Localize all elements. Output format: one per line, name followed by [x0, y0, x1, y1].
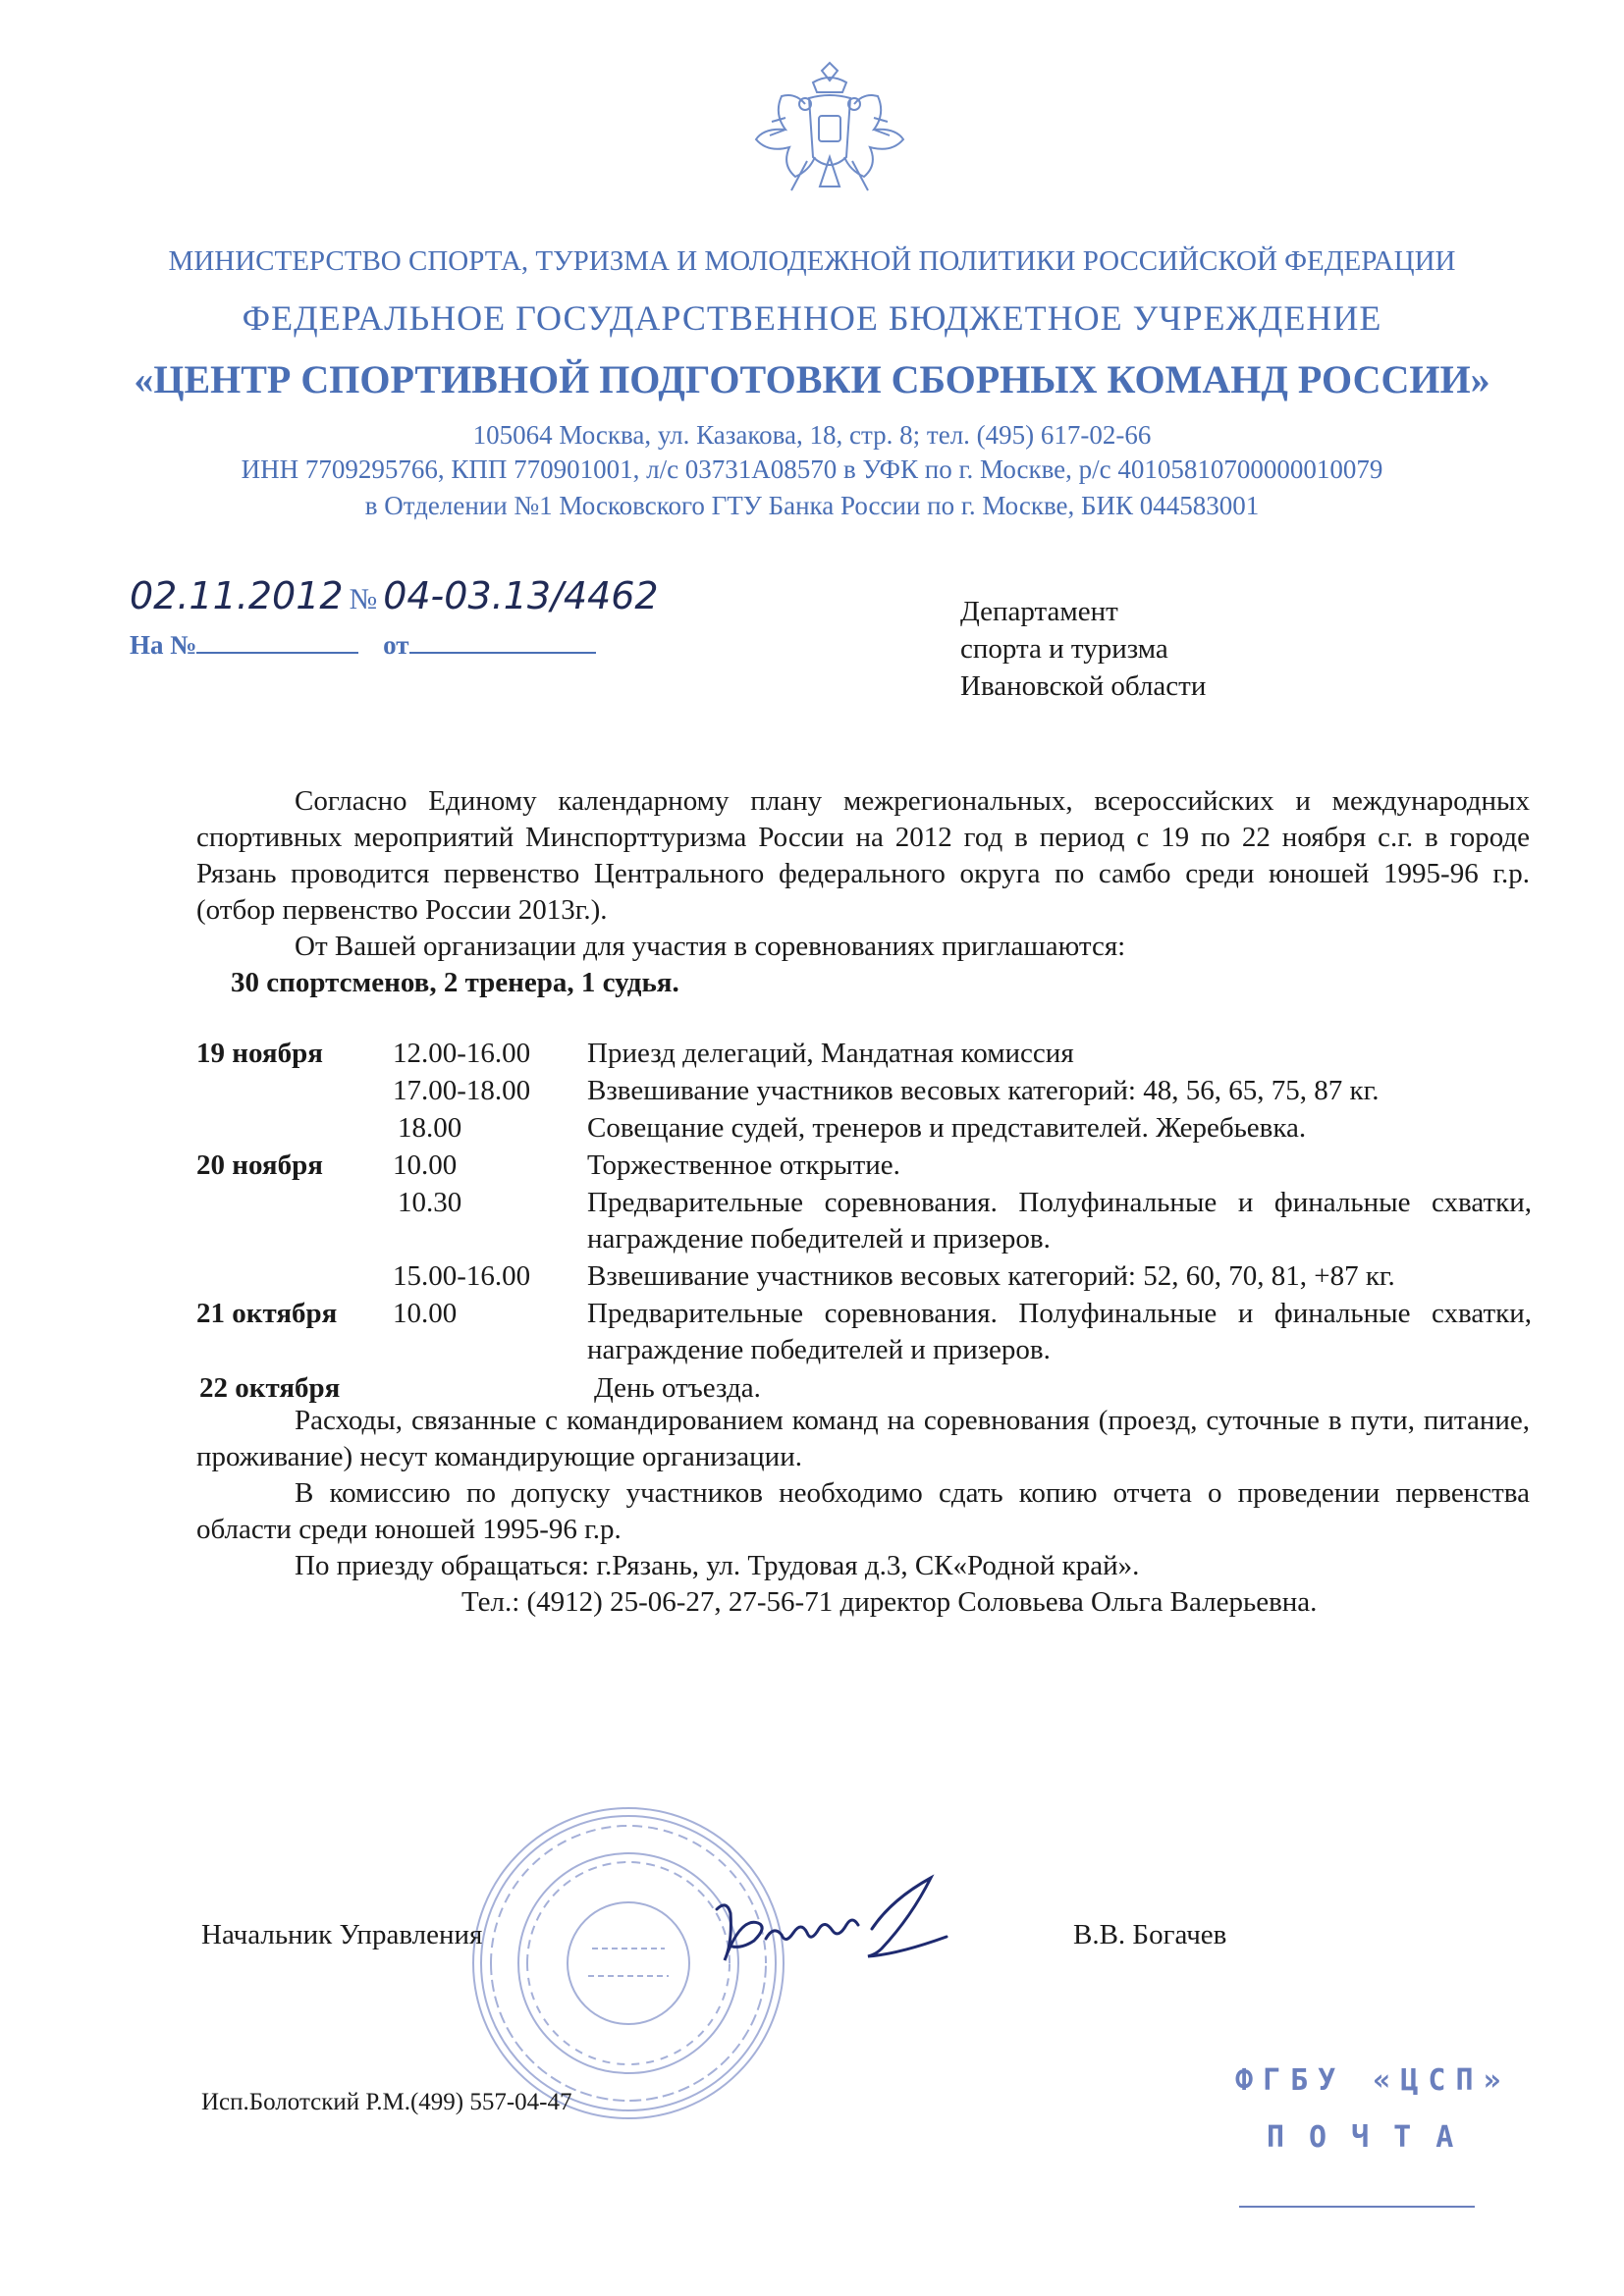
addressee-block [960, 593, 1206, 705]
schedule-time: 12.00-16.00 [393, 1038, 531, 1069]
na-blank [196, 630, 358, 654]
body-paragraph: От Вашей организации для участия в соревнованиях приглашаются: [295, 931, 1126, 962]
schedule-event: Предварительные соревнования. Полуфинальные и финальные схватки, награждение победителей и призеров. [587, 1187, 1532, 1255]
addressee-line: Ивановской области [960, 670, 1207, 702]
signature-icon [697, 1870, 962, 1978]
schedule-event: Взвешивание участников весовых категорий: 52, 60, 70, 81, +87 кг. [587, 1260, 1395, 1292]
letter-body [196, 783, 1530, 1001]
schedule-time: 10.30 [398, 1187, 462, 1218]
institution-address: 105064 Москва, ул. Казакова, 18, стр. 8; тел. (495) 617-02-66 [472, 420, 1152, 450]
letter-closing [196, 1403, 1530, 1621]
schedule-day: 19 ноября [196, 1038, 323, 1069]
schedule-event: Взвешивание участников весовых категорий: 48, 56, 65, 75, 87 кг. [587, 1075, 1380, 1106]
signer-title: Начальник Управления [201, 1919, 483, 1950]
body-paragraph: Согласно Единому календарному плану межрегиональных, всероссийских и международных спортивных мероприятий Минспорттуризма России на 2012 год в период с 19 по 22 ноября с.г. в городе Рязань проводится первенство Центрального федерального округа по самбо среди юношей 1995-96 г.р. (отбор первенство России 2013г.). [196, 785, 1530, 926]
schedule-time: 18.00 [398, 1112, 462, 1144]
schedule-time: 10.00 [393, 1298, 458, 1329]
contact-phone: Тел.: (4912) 25-06-27, 27-56-71 директор Соловьева Ольга Валерьевна. [461, 1586, 1318, 1618]
schedule-day: 22 октября [199, 1372, 341, 1404]
outgoing-number: 04-03.13/4462 [383, 574, 659, 617]
mail-stamp-rule [1239, 2206, 1475, 2208]
commission-paragraph: В комиссию по допуску участников необходимо сдать копию отчета о проведении первенства области среди юношей 1995-96 г.р. [196, 1477, 1530, 1545]
ministry-name: МИНИСТЕРСТВО СПОРТА, ТУРИЗМА И МОЛОДЕЖНОЙ ПОЛИТИКИ РОССИЙСКОЙ ФЕДЕРАЦИИ [168, 245, 1456, 277]
schedule-day: 21 октября [196, 1298, 338, 1329]
na-label: На № [130, 630, 197, 660]
state-emblem-icon [746, 59, 913, 216]
number-sign: № [349, 583, 378, 615]
institution-requisites-1: ИНН 7709295766, КПП 770901001, л/с 03731А08570 в УФК по г. Москве, р/с 40105810700000010079 [241, 454, 1383, 484]
ot-blank [409, 630, 596, 654]
schedule-event: День отъезда. [594, 1372, 761, 1404]
schedule [196, 1036, 1532, 1418]
executor-line: Исп.Болотский Р.М.(499) 557-04-47 [201, 2089, 572, 2115]
schedule-time: 10.00 [393, 1149, 458, 1181]
incoming-reference [130, 630, 596, 661]
institution-type: ФЕДЕРАЛЬНОЕ ГОСУДАРСТВЕННОЕ БЮДЖЕТНОЕ УЧРЕЖДЕНИЕ [242, 298, 1382, 338]
ot-label: от [383, 630, 409, 660]
schedule-event: Торжественное открытие. [587, 1149, 900, 1181]
schedule-event: Приезд делегаций, Мандатная комиссия [587, 1038, 1074, 1069]
schedule-day: 20 ноября [196, 1149, 323, 1181]
schedule-event: Совещание судей, тренеров и представителей. Жеребьевка. [587, 1112, 1307, 1144]
expenses-paragraph: Расходы, связанные с командированием команд на соревнования (проезд, суточные в пути, питание, проживание) несут командирующие организации. [196, 1405, 1530, 1472]
arrival-paragraph: По приезду обращаться: г.Рязань, ул. Трудовая д.3, СК«Родной край». [295, 1550, 1140, 1581]
mail-stamp-line-1: ФГБУ «ЦСП» [1235, 2063, 1511, 2098]
outgoing-date: 02.11.2012 [130, 574, 344, 617]
institution-name: «ЦЕНТР СПОРТИВНОЙ ПОДГОТОВКИ СБОРНЫХ КОМАНД РОССИИ» [134, 357, 1490, 401]
invitees-line: 30 спортсменов, 2 тренера, 1 судья. [231, 967, 679, 998]
addressee-line: Департамент [960, 596, 1118, 627]
institution-requisites-2: в Отделении №1 Московского ГТУ Банка России по г. Москве, БИК 044583001 [364, 491, 1260, 520]
outgoing-reference [130, 574, 659, 617]
addressee-line: спорта и туризма [960, 633, 1168, 665]
schedule-time: 17.00-18.00 [393, 1075, 531, 1106]
signer-name: В.В. Богачев [1073, 1919, 1227, 1950]
mail-stamp-line-2: ПОЧТА [1267, 2120, 1479, 2155]
schedule-event: Предварительные соревнования. Полуфинальные и финальные схватки, награждение победителей и призеров. [587, 1298, 1532, 1365]
schedule-time: 15.00-16.00 [393, 1260, 531, 1292]
